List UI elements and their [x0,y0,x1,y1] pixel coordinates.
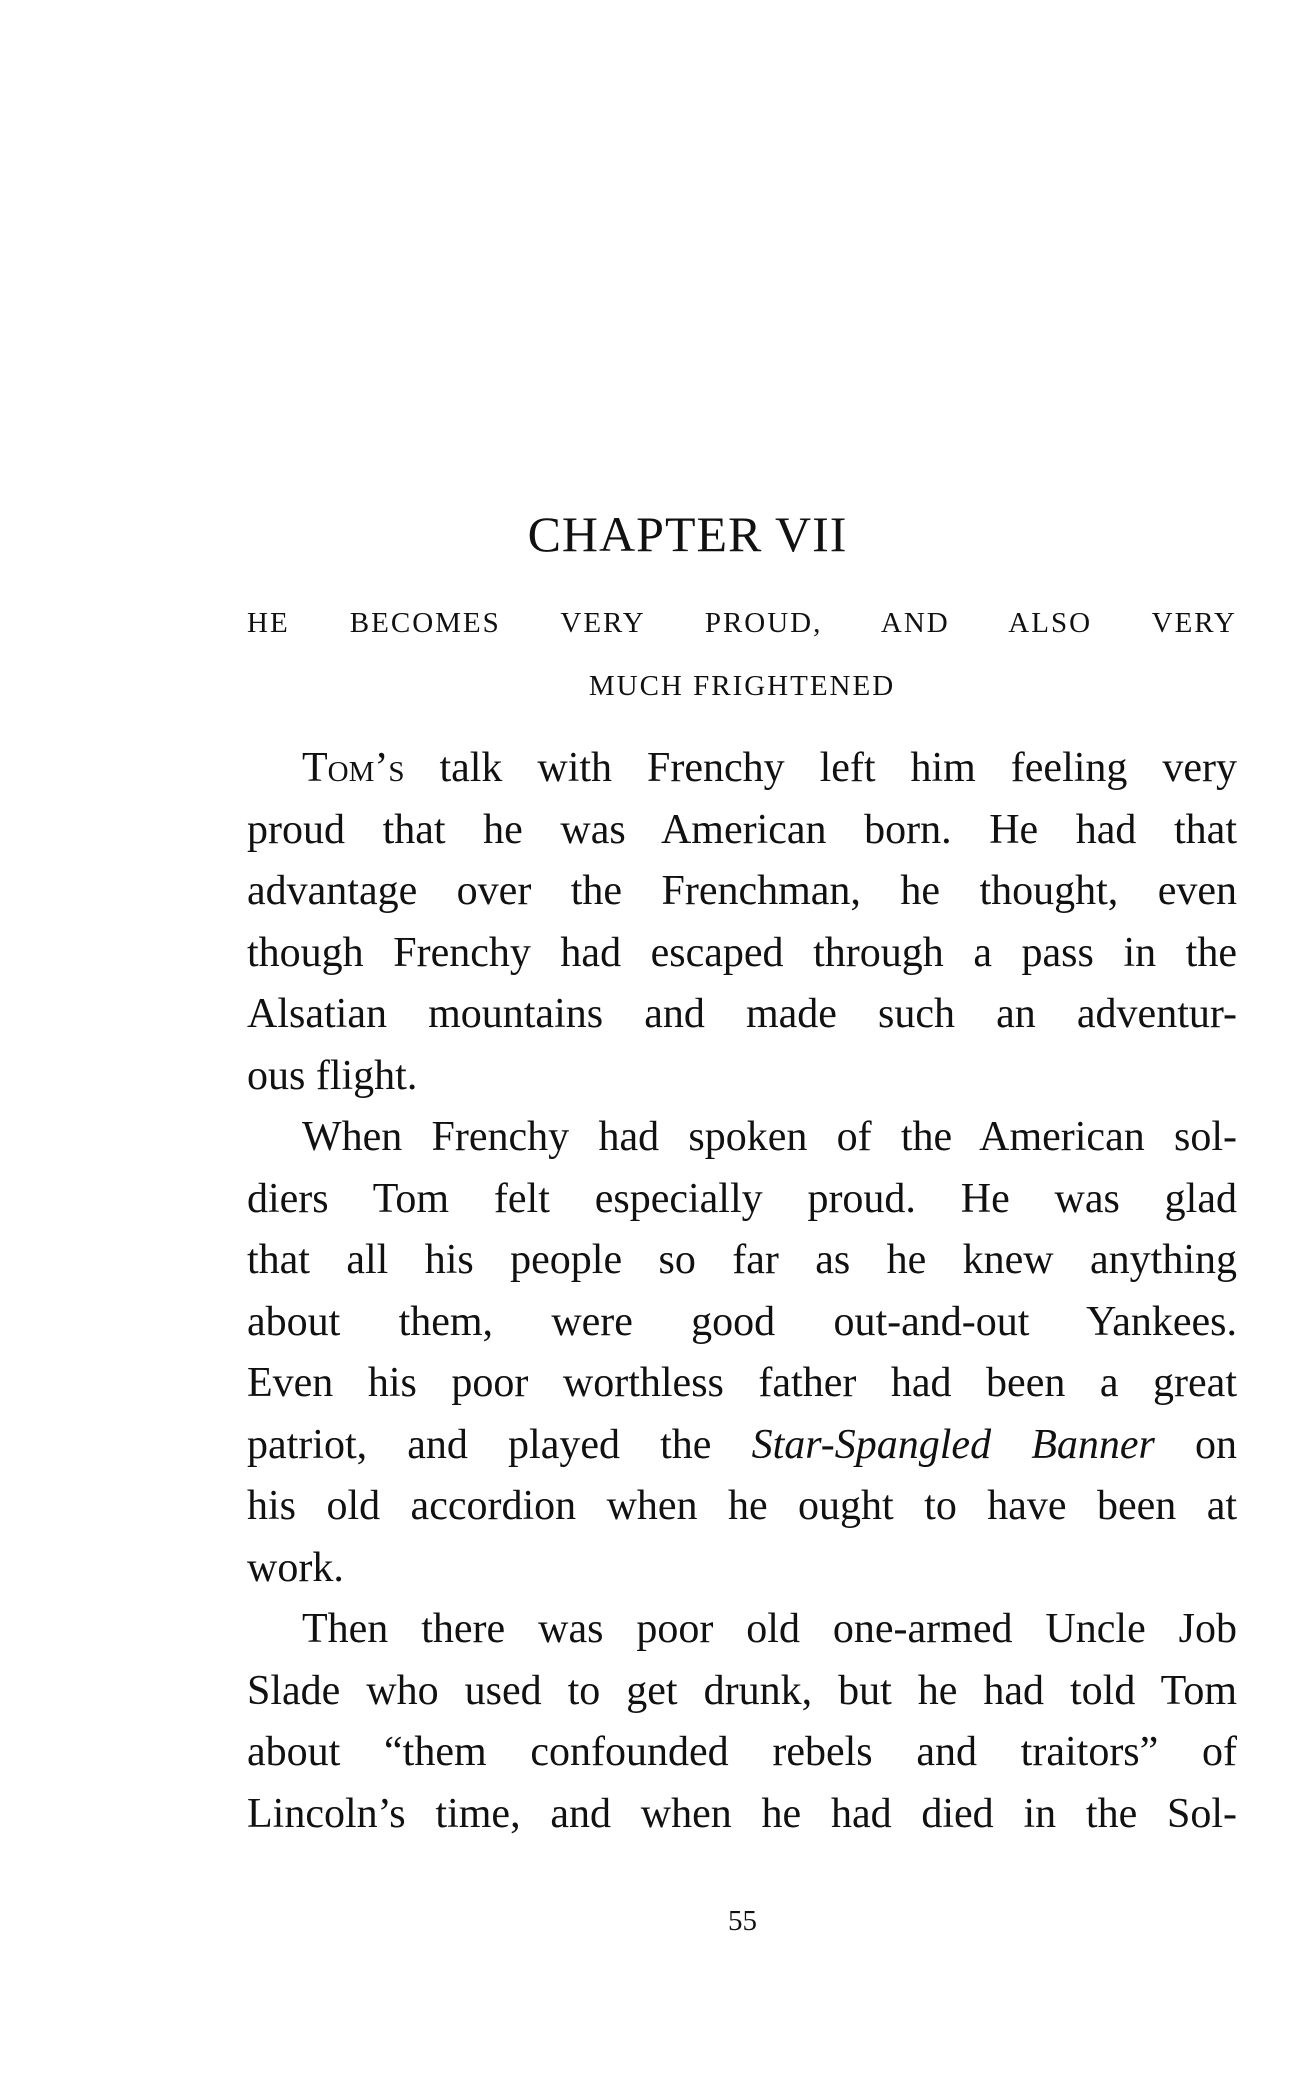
paragraph-line: ous flight. [247,1052,418,1099]
chapter-subtitle-line-1: HE BECOMES VERY PROUD, AND ALSO VERY [247,607,1237,639]
paragraph-line: proud that he was American born. He had that [247,806,1237,853]
paragraph-line: that all his people so far as he knew anything [247,1237,1237,1283]
paragraph-line: diers Tom felt especially proud. He was glad [247,1175,1237,1222]
paragraph-line: about them, were good out-and-out Yankees. [247,1298,1237,1345]
paragraph-line: though Frenchy had escaped through a pass in the [247,929,1237,976]
paragraph-line: Then there was poor old one-armed Uncle Job [302,1606,1237,1652]
chapter-subtitle-line-2: MUCH FRIGHTENED [588,670,896,702]
line-text: talk with Frenchy left him feeling very [404,745,1237,791]
chapter-title: CHAPTER VII [527,506,848,562]
song-title: Star-Spangled Banner [751,1421,1155,1468]
drop-name: Tom’s [302,745,405,791]
page-number: 55 [728,1905,757,1937]
paragraph-line: Slade who used to get drunk, but he had told Tom [247,1667,1237,1714]
paragraph-line: work. [247,1544,344,1591]
paragraph-2 [247,1107,1237,1599]
line-text: on [1154,1421,1237,1468]
paragraph-line: Even his poor worthless father had been a great [247,1360,1237,1406]
paragraph-line: advantage over the Frenchman, he thought, even [247,868,1237,914]
paragraph-line: Lincoln’s time, and when he had died in the Sol- [247,1790,1237,1837]
paragraph-line: When Frenchy had spoken of the American sol- [302,1114,1237,1160]
paragraph-line: his old accordion when he ought to have been at [247,1483,1237,1529]
line-text: patriot, and played the [247,1421,752,1468]
paragraph-line: Alsatian mountains and made such an adventur- [247,991,1237,1037]
paragraph-1 [247,738,1237,1107]
paragraph-3 [247,1599,1237,1845]
paragraph-line [247,1415,1237,1477]
paragraph-line [247,738,1237,800]
paragraph-line: about “them confounded rebels and traitors” of [247,1729,1237,1775]
